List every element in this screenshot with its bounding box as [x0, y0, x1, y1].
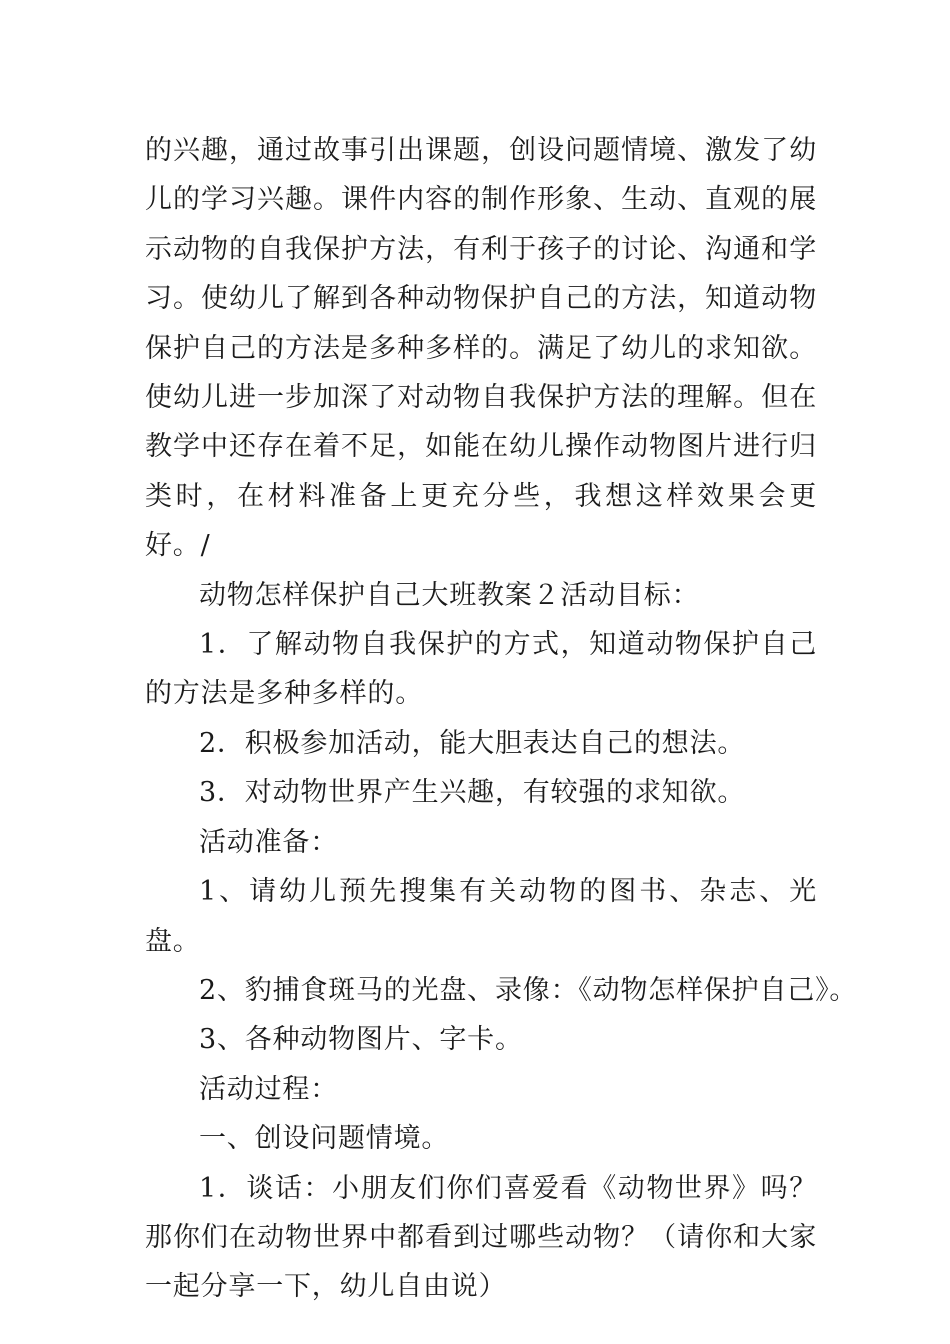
paragraph-goal-3: 3．对动物世界产生兴趣，有较强的求知欲。	[199, 777, 746, 809]
paragraph-reflection: 的兴趣，通过故事引出课题，创设问题情境、激发了幼儿的学习兴趣。课件内容的制作形象、生动、直观的展示动物的自我保护方法，有利于孩子的讨论、沟通和学习。使幼儿了解到各种动物保护自己的方法，知道动物保护自己的方法是多种多样的。满足了幼儿的求知欲。使幼儿进一步加深了对动物自我保护方法的理解。但在教学中还存在着不足，如能在幼儿操作动物图片进行归类时，在材料准备上更充分些，我想这样效果会更好。/	[145, 135, 817, 562]
heading-process: 活动过程：	[199, 1073, 338, 1105]
paragraph-talk: 1．谈话：小朋友们你们喜爱看《动物世界》吗？那你们在动物世界中都看到过哪些动物？（请你和大家一起分享一下，幼儿自由说）	[145, 1172, 817, 1303]
document-body	[145, 126, 858, 1312]
paragraph-prep-2: 2、豹捕食斑马的光盘、录像：《动物怎样保护自己》。	[199, 974, 858, 1006]
paragraph-lesson-title: 动物怎样保护自己大班教案２活动目标：	[199, 579, 700, 611]
paragraph-goal-1: 1．了解动物自我保护的方式，知道动物保护自己的方法是多种多样的。	[145, 629, 817, 710]
paragraph-prep-1: 1、请幼儿预先搜集有关动物的图书、杂志、光盘。	[145, 876, 817, 957]
heading-preparation: 活动准备：	[199, 826, 338, 858]
paragraph-goal-2: 2．积极参加活动，能大胆表达自己的想法。	[199, 727, 746, 759]
paragraph-prep-3: 3、各种动物图片、字卡。	[199, 1024, 523, 1056]
paragraph-step-1: 一、创设问题情境。	[199, 1123, 450, 1155]
